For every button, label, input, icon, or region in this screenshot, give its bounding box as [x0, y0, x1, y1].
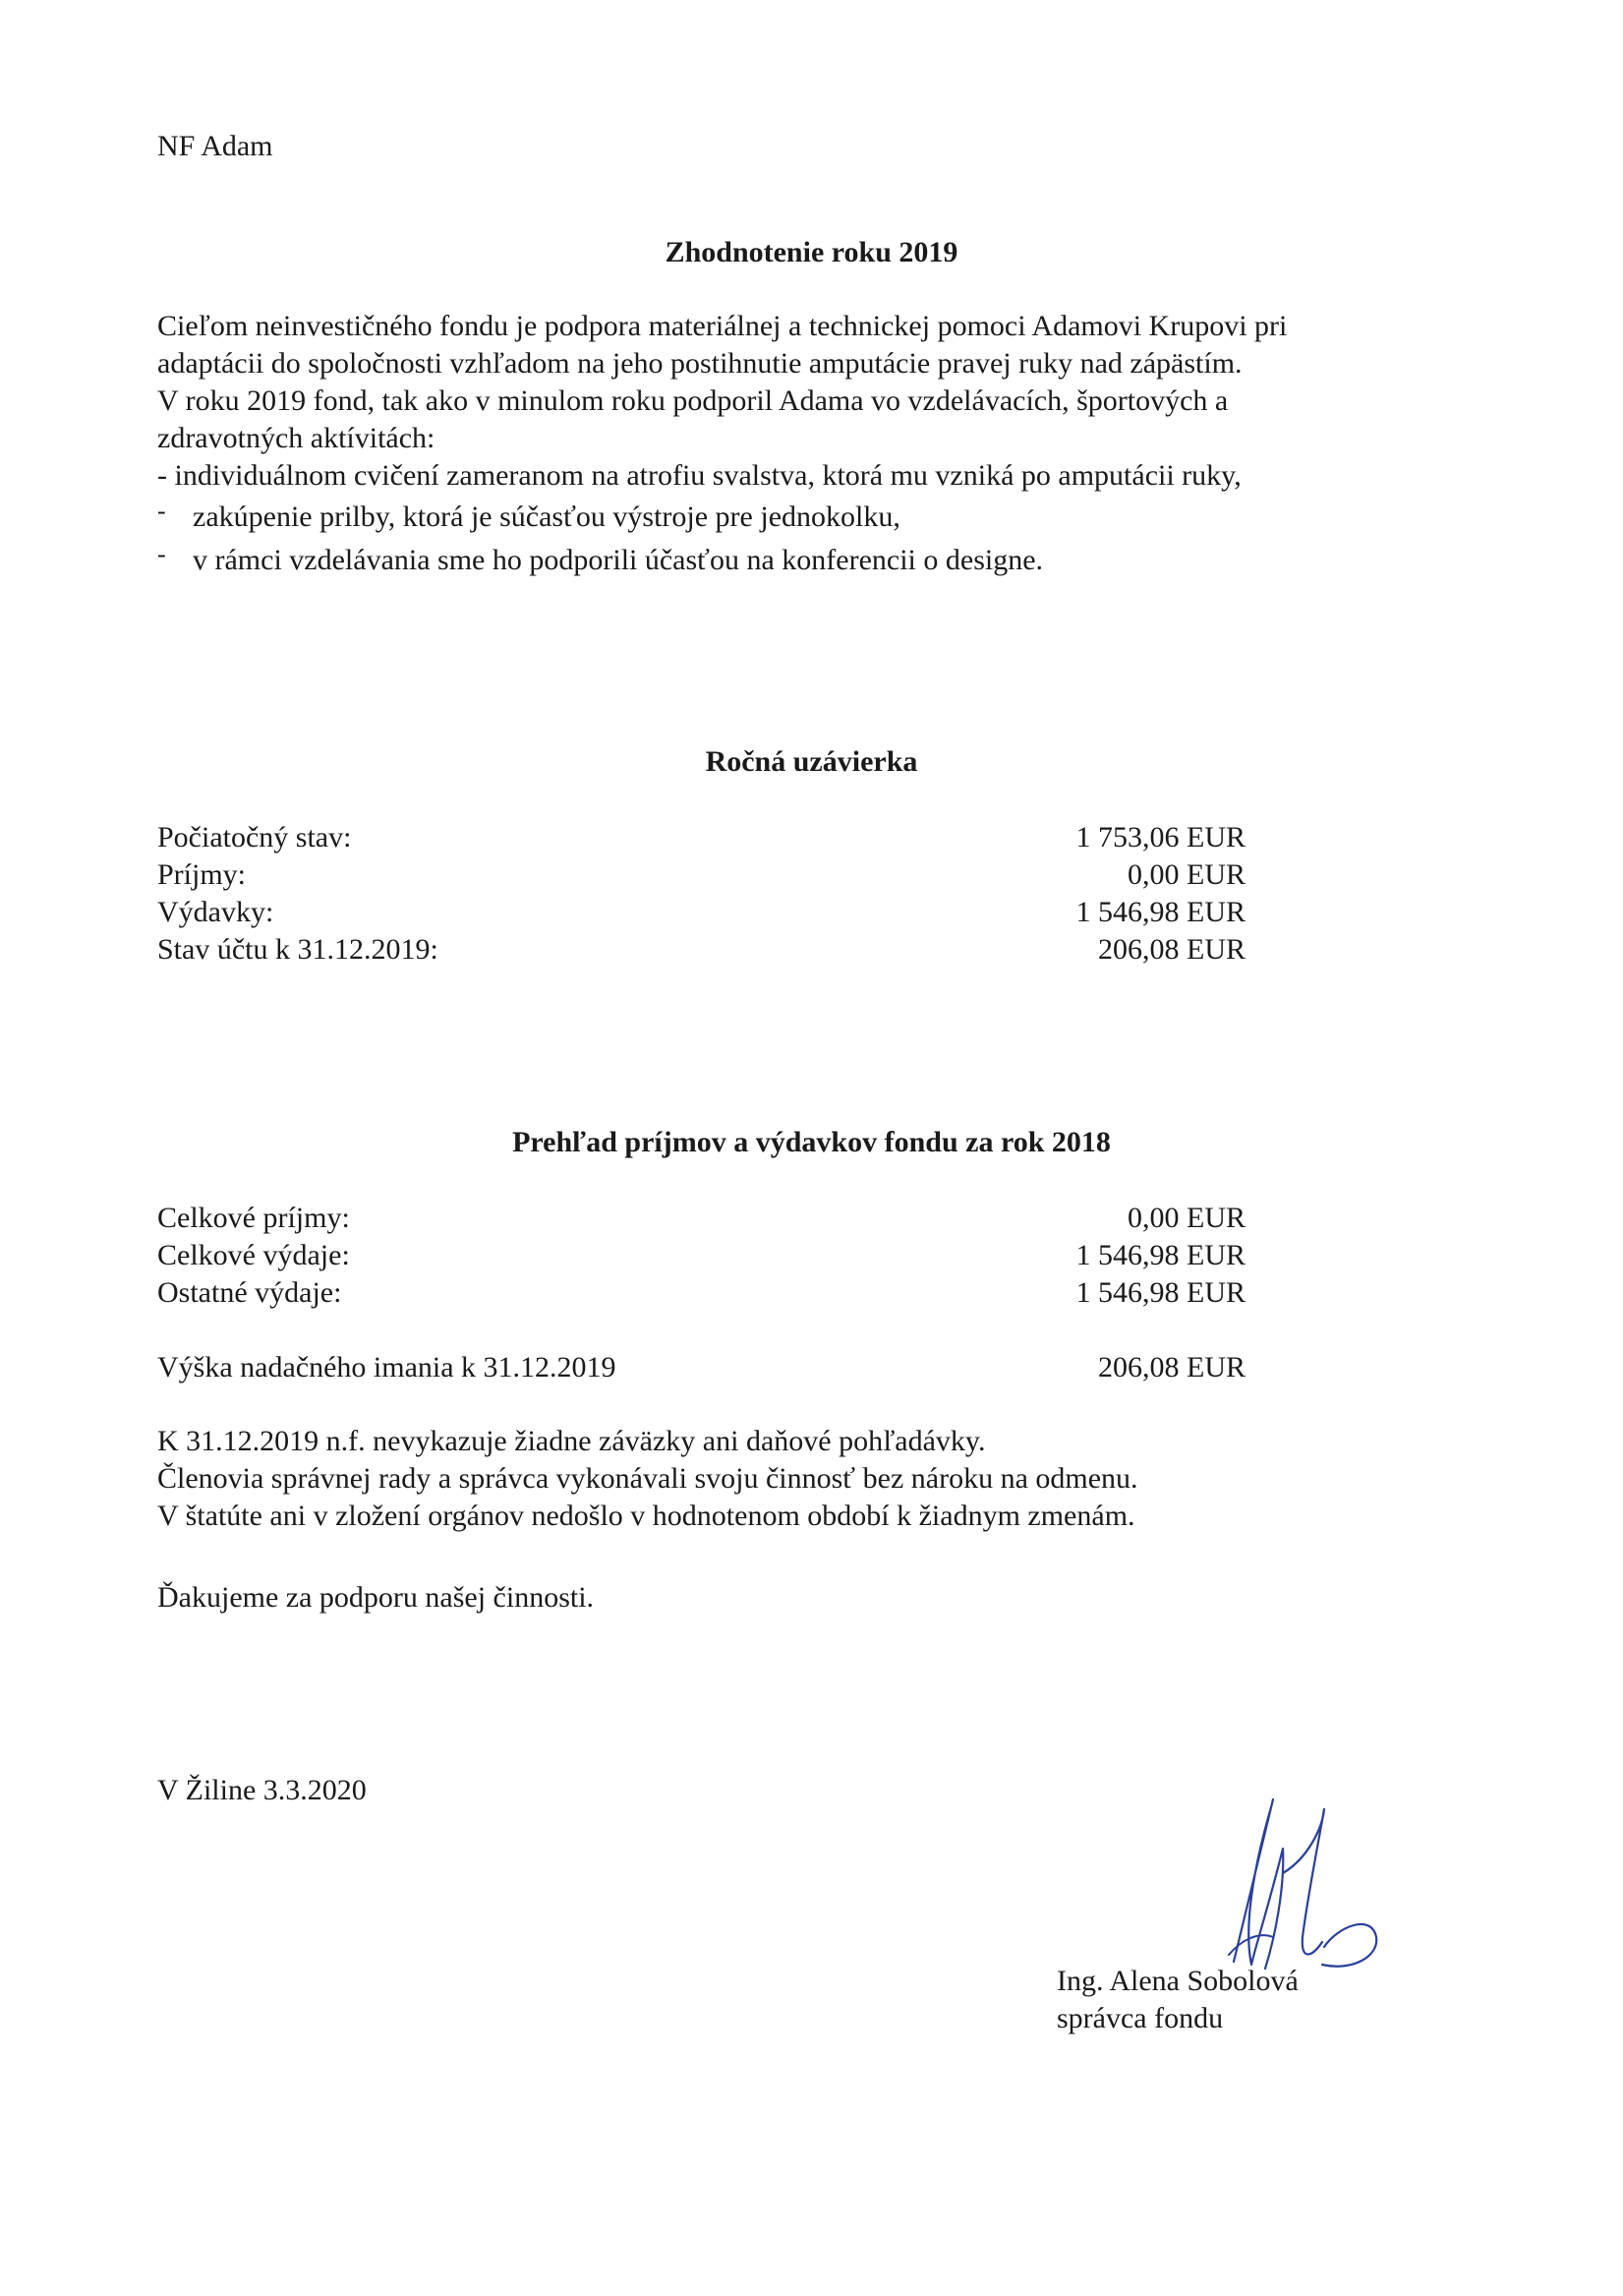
statement-line: V štatúte ani v zložení orgánov nedošlo v hodnotenom období k žiadnym zmenám.	[157, 1500, 1135, 1532]
overview-title: Prehľad príjmov a výdavkov fondu za rok 2018	[512, 1126, 1111, 1158]
statements-paragraph	[157, 1423, 1465, 1535]
overview-row-label: Ostatné výdaje:	[157, 1276, 342, 1309]
closing-row-value: 1 753,06 EUR	[1075, 821, 1246, 854]
endowment-label: Výška nadačného imania k 31.12.2019	[157, 1351, 616, 1383]
closing-row-value: 1 546,98 EUR	[1075, 896, 1246, 928]
overview-row-value: 0,00 EUR	[1128, 1202, 1246, 1234]
closing-row-value: 0,00 EUR	[1128, 858, 1246, 891]
closing-row-label: Počiatočný stav:	[157, 821, 352, 854]
bullet-marker: -	[157, 497, 166, 525]
overview-row-label: Celkové výdaje:	[157, 1239, 350, 1271]
bullet-marker: -	[157, 540, 166, 568]
closing-row-label: Výdavky:	[157, 896, 274, 928]
evaluation-line: - individuálnom cvičení zameranom na atrofiu svalstva, ktorá mu vzniká po amputácii ruky,	[157, 459, 1242, 492]
overview-row-label: Celkové príjmy:	[157, 1202, 350, 1234]
closing-row-label: Príjmy:	[157, 858, 247, 891]
bullet-item	[157, 542, 1465, 579]
evaluation-title: Zhodnotenie roku 2019	[665, 236, 958, 268]
evaluation-line: V roku 2019 fond, tak ako v minulom roku podporil Adama vo vzdelávacích, športových a	[157, 384, 1229, 417]
overview-row-value: 1 546,98 EUR	[1075, 1239, 1246, 1271]
bullet-item	[157, 499, 1465, 536]
signatory-role: správca fondu	[1057, 2002, 1224, 2034]
bullet-text: zakúpenie prilby, ktorá je súčasťou výstroje pre jednokolku,	[193, 500, 900, 533]
bullet-text: v rámci vzdelávania sme ho podporili účasťou na konferencii o designe.	[193, 544, 1044, 576]
closing-row-value: 206,08 EUR	[1098, 933, 1246, 966]
evaluation-line: Cieľom neinvestičného fondu je podpora materiálnej a technickej pomoci Adamovi Krupovi pri	[157, 310, 1288, 342]
annual-closing-title: Ročná uzávierka	[705, 745, 918, 778]
closing-row-label: Stav účtu k 31.12.2019:	[157, 933, 438, 966]
statement-line: K 31.12.2019 n.f. nevykazuje žiadne záväzky ani daňové pohľadávky.	[157, 1425, 986, 1457]
organization-name: NF Adam	[157, 130, 273, 162]
evaluation-line: zdravotných aktívitách:	[157, 422, 435, 454]
statement-line: Členovia správnej rady a správca vykonávali svoju činnosť bez nároku na odmenu.	[157, 1462, 1138, 1495]
overview-row-value: 1 546,98 EUR	[1075, 1276, 1246, 1309]
thanks-text: Ďakujeme za podporu našej činnosti.	[157, 1581, 595, 1614]
handwritten-signature	[1214, 1790, 1381, 1986]
endowment-value: 206,08 EUR	[1098, 1351, 1246, 1383]
evaluation-line: adaptácii do spoločnosti vzhľadom na jeho postihnutie amputácie pravej ruky nad zápästím.	[157, 347, 1243, 380]
signatory-name: Ing. Alena Sobolová	[1057, 1965, 1299, 1997]
place-date: V Žiline 3.3.2020	[157, 1774, 367, 1806]
evaluation-paragraph	[157, 308, 1465, 579]
